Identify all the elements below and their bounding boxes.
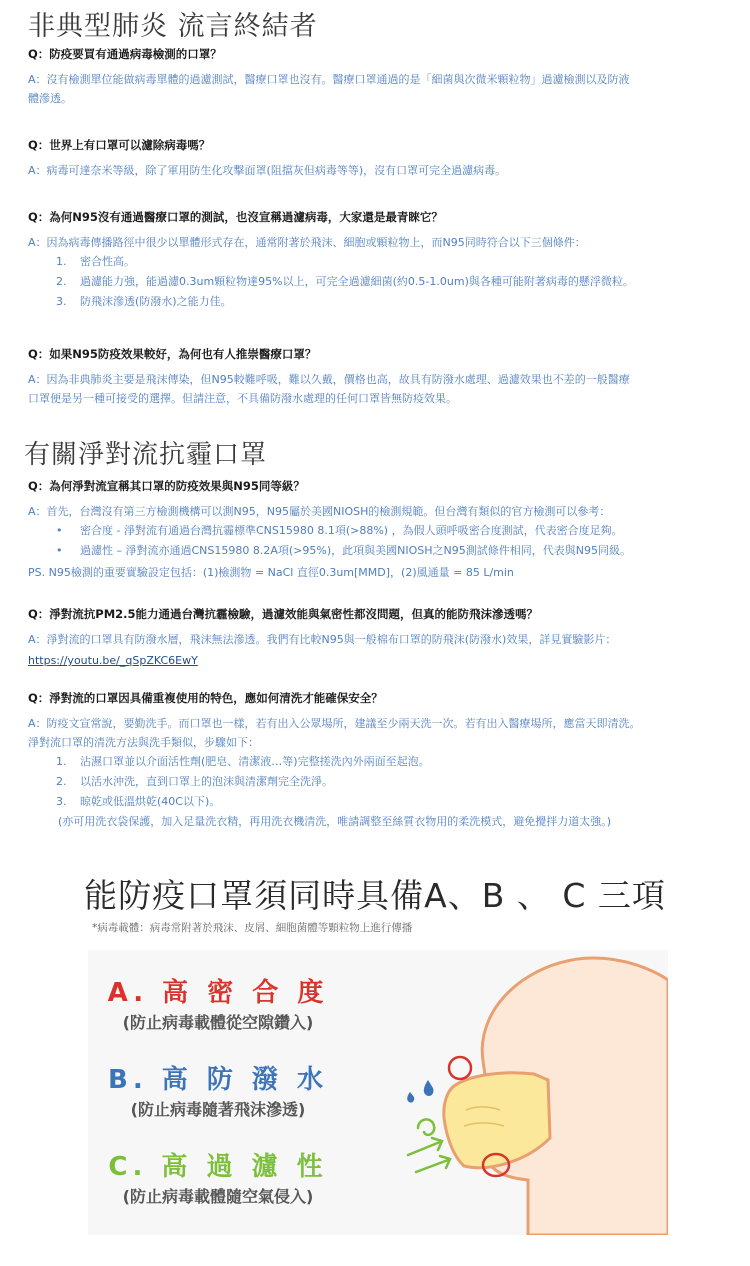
feature-title: C. 高 過 濾 性 — [108, 1152, 328, 1182]
feature-title: A. 高 密 合 度 — [107, 978, 329, 1008]
answer-line: A：病毒可達奈米等級，除了軍用防生化攻擊面罩(阻擋灰但病毒等等)，沒有口罩可完全過濾病毒。 — [28, 164, 507, 177]
section1-title: 非典型肺炎 流言終結者 — [28, 11, 318, 42]
feature-subtitle: (防止病毒載體隨空氣侵入) — [122, 1187, 314, 1206]
airflow-arrow-icon — [416, 1156, 450, 1172]
list-item: 1. 密合性高。 — [56, 255, 135, 268]
list-item: 3. 防飛沫滲透(防潑水)之能力佳。 — [56, 295, 232, 308]
section2-title: 有關淨對流抗霾口罩 — [24, 440, 268, 470]
list-item: • 過濾性 – 淨對流亦通過CNS15980 8.2A項(>95%)，此項與美國NIOSH之N95測試條件相同，代表與N95同級。 — [56, 544, 631, 557]
droplet-icon — [424, 1080, 434, 1096]
bullet-list — [28, 521, 728, 561]
answer-line: A：防疫文宣常說，要勤洗手。而口罩也一樣，若有出入公眾場所，建議至少兩天洗一次。若有出入醫療場所，應當天即清洗。 — [28, 717, 641, 730]
ps-note: PS. N95檢測的重要實驗設定包括：(1)檢測物 = NaCl 直徑0.3um[MMD]，(2)風通量 = 85 L/min — [28, 566, 514, 579]
answer-line: 口罩便是另一種可接受的選擇。但請注意，不具備防潑水處理的任何口罩皆無防疫效果。 — [28, 392, 457, 405]
feature-c — [88, 1152, 348, 1208]
qa-block-4 — [28, 346, 728, 408]
list-item: • 密合度 - 淨對流有通過台灣抗霾標準CNS15980 8.1項(>88%) ，為假人頭呼吸密合度測試，代表密合度足夠。 — [56, 524, 623, 537]
feature-b — [88, 1065, 348, 1121]
qa-block-1 — [28, 46, 728, 108]
question: Q：世界上有口罩可以濾除病毒嗎？ — [28, 138, 211, 152]
airflow-swirl-icon — [418, 1119, 434, 1134]
droplet-icon — [407, 1092, 414, 1103]
step-list — [28, 252, 728, 312]
face-mask-illustration — [388, 950, 668, 1235]
answer-line: A：首先，台灣沒有第三方檢測機構可以測N95，N95屬於美國NIOSH的檢測規範。但台灣有類似的官方檢測可以參考： — [28, 505, 611, 518]
mask-feature-panel — [88, 950, 668, 1235]
step-list — [28, 752, 728, 812]
qa-block-5 — [28, 478, 728, 583]
list-item: 2. 以活水沖洗，直到口罩上的泡沫與清潔劑完全洗淨。 — [56, 775, 333, 788]
answer-line: A：因為病毒傳播路徑中很少以單體形式存在，通常附著於飛沫、細胞或顆粒物上，而N95同時符合以下三個條件： — [28, 236, 586, 249]
washing-note: (亦可用洗衣袋保護，加入足量洗衣精，再用洗衣機清洗，唯請調整至絲質衣物用的柔洗模式，避免攪拌力道太強。) — [58, 815, 612, 828]
answer-line: A：淨對流的口罩具有防潑水層，飛沫無法滲透。我們有比較N95與一般棉布口罩的防飛沫(防潑水)效果，詳見實驗影片： — [28, 633, 617, 646]
qa-block-3 — [28, 209, 728, 312]
feature-a — [88, 978, 348, 1034]
answer-line: A：因為非典肺炎主要是飛沫傳染，但N95較難呼吸，難以久戴，價格也高，故具有防潑水處理、過濾效果也不差的一般醫療 — [28, 373, 630, 386]
feature-subtitle: (防止病毒載體從空隙鑽入) — [122, 1013, 314, 1032]
question: Q：為何淨對流宣稱其口罩的防疫效果與N95同等級？ — [28, 479, 305, 493]
feature-title: B. 高 防 潑 水 — [108, 1065, 328, 1095]
seal-gap-top-icon — [449, 1057, 471, 1079]
qa-block-2 — [28, 137, 728, 180]
answer-line: 淨對流口罩的清洗方法與洗手類似，步驟如下： — [28, 736, 259, 749]
carrier-note: *病毒載體：病毒常附著於飛沫、皮屑、細胞菌體等顆粒物上進行傳播 — [92, 922, 413, 934]
list-item: 1. 沾濕口罩並以介面活性劑(肥皂、清潔液…等)完整搓洗內外兩面至起泡。 — [56, 755, 430, 768]
question: Q：淨對流的口罩因具備重複使用的特色，應如何清洗才能確保安全？ — [28, 691, 383, 705]
question: Q：淨對流抗PM2.5能力通過台灣抗霾檢驗，過濾效能與氣密性都沒問題，但真的能防飛沫滲透嗎？ — [28, 607, 539, 621]
question: Q：為何N95沒有通過醫療口罩的測試，也沒宣稱過濾病毒，大家還是最青睞它？ — [28, 210, 443, 224]
qa-block-7 — [28, 690, 728, 832]
video-link[interactable]: https://youtu.be/_qSpZKC6EwY — [28, 654, 198, 667]
qa-block-6 — [28, 606, 728, 670]
section3-title: 能防疫口罩須同時具備A、B 、 C 三項 — [84, 876, 666, 915]
list-item: 3. 晾乾或低溫烘乾(40C以下)。 — [56, 795, 221, 808]
feature-subtitle: (防止病毒隨著飛沫滲透) — [130, 1100, 306, 1119]
airflow-arrow-icon — [408, 1138, 442, 1155]
list-item: 2. 過濾能力強，能過濾0.3um顆粒物達95%以上，可完全過濾細菌(約0.5-1.0um)與各種可能附著病毒的懸浮微粒。 — [56, 275, 634, 288]
answer-line: 體滲透。 — [28, 92, 72, 105]
question: Q：防疫要買有通過病毒檢測的口罩？ — [28, 47, 222, 61]
question: Q：如果N95防疫效果較好，為何也有人推崇醫療口罩？ — [28, 347, 317, 361]
answer-line: A：沒有檢測單位能做病毒單體的過濾測試，醫療口罩也沒有。醫療口罩通過的是「細菌與次微米顆粒物」過濾檢測以及防液 — [28, 73, 630, 86]
